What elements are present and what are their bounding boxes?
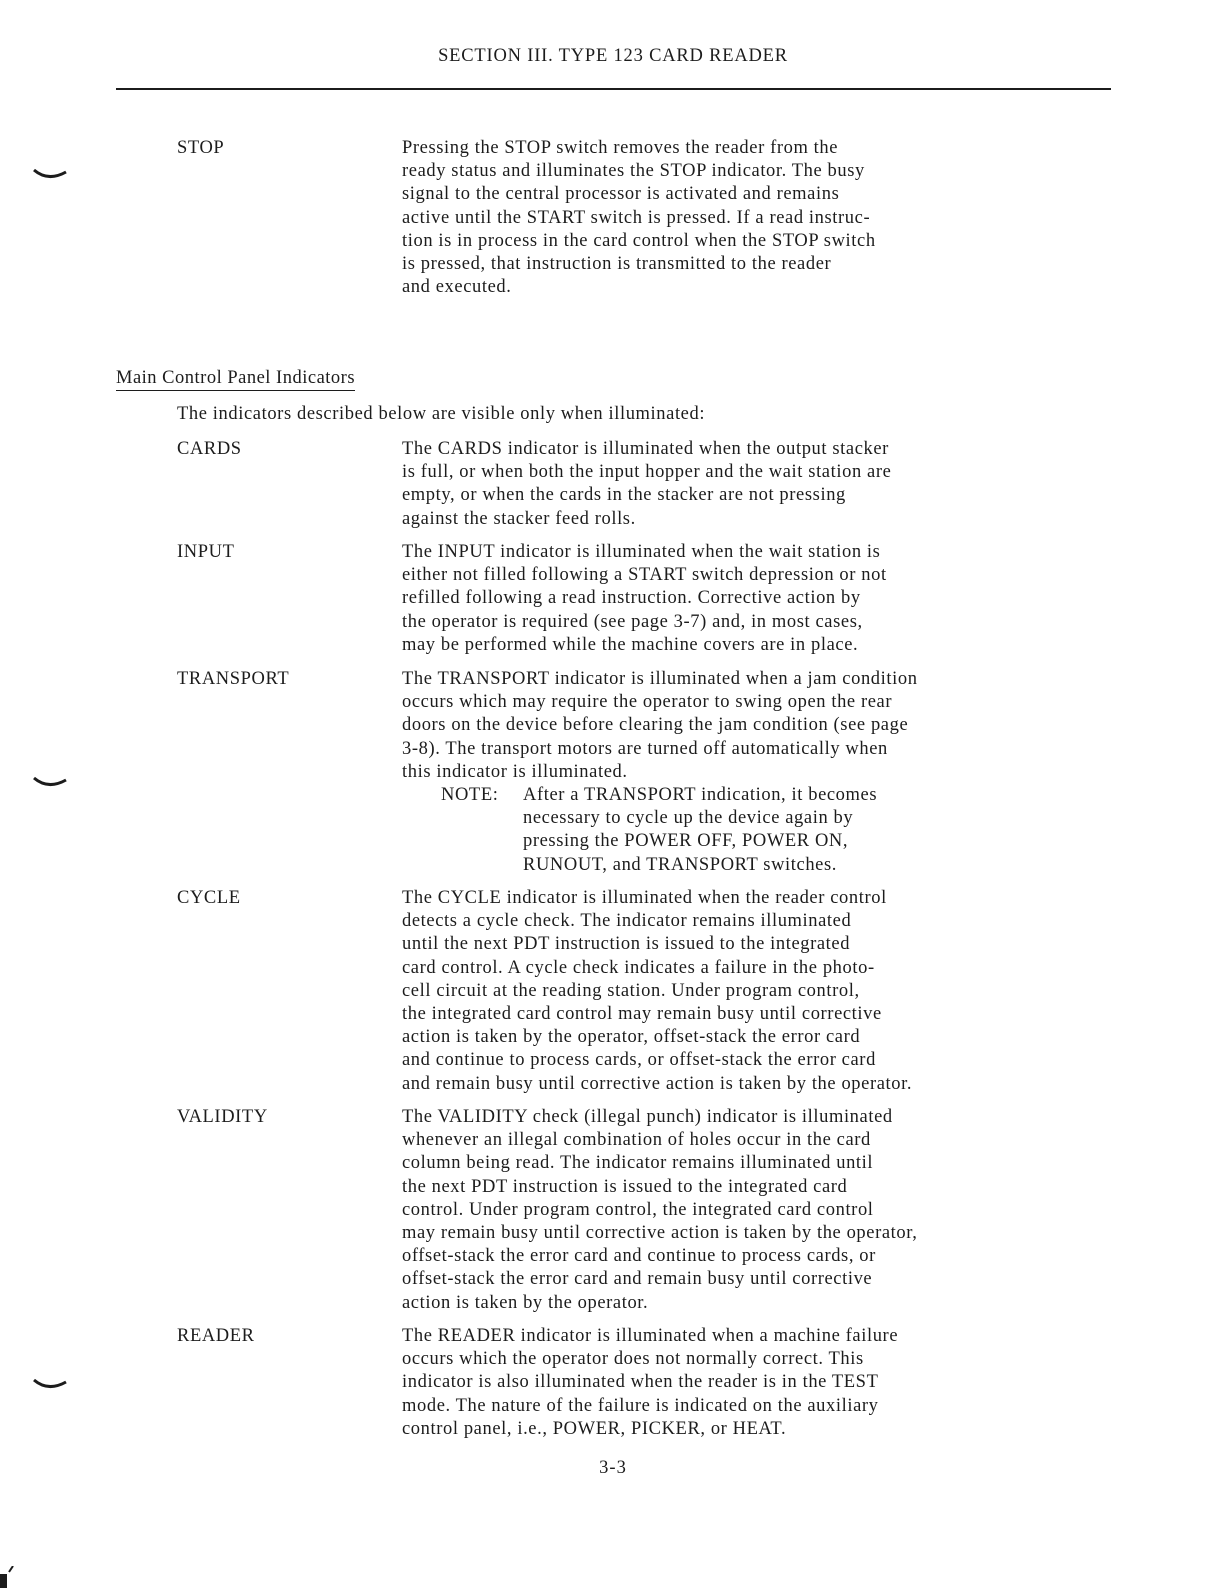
text-line: cell circuit at the reading station. Under program control,	[402, 980, 860, 1001]
text-line: column being read. The indicator remains illuminated until	[402, 1153, 874, 1174]
text-line: empty, or when the cards in the stacker are not pressing	[402, 485, 846, 506]
text-line: necessary to cycle up the device again by	[523, 808, 854, 829]
binder-mark-icon	[30, 770, 70, 794]
text-line: doors on the device before clearing the jam condition (see page	[402, 715, 909, 736]
text-line: whenever an illegal combination of holes occur in the card	[402, 1130, 871, 1151]
text-line: After a TRANSPORT indication, it becomes	[523, 785, 878, 805]
text-line: control panel, i.e., POWER, PICKER, or HEAT.	[402, 1418, 787, 1439]
text-line: until the next PDT instruction is issued to the integrated	[402, 934, 851, 955]
text-line: RUNOUT, and TRANSPORT switches.	[523, 854, 838, 875]
corner-mark-icon	[0, 1566, 20, 1588]
text-line: The CYCLE indicator is illuminated when the reader control	[402, 888, 887, 908]
text-line: the next PDT instruction is issued to the integrated card	[402, 1176, 848, 1197]
text-line: and continue to process cards, or offset-stack the error card	[402, 1050, 876, 1071]
text-line: offset-stack the error card and remain busy until corrective	[402, 1269, 873, 1290]
text-line: either not filled following a START switch depression or not	[402, 565, 887, 586]
transport-description	[402, 668, 1082, 784]
text-line: The CARDS indicator is illuminated when the output stacker	[402, 439, 889, 459]
binder-mark-icon	[30, 1372, 70, 1396]
text-line: action is taken by the operator, offset-stack the error card	[402, 1027, 861, 1048]
text-line: may be performed while the machine covers are in place.	[402, 634, 859, 655]
text-line: The READER indicator is illuminated when a machine failure	[402, 1326, 899, 1346]
text-line: against the stacker feed rolls.	[402, 508, 636, 529]
stop-label: STOP	[177, 138, 225, 158]
text-line: offset-stack the error card and continue to process cards, or	[402, 1246, 876, 1267]
text-line: mode. The nature of the failure is indicated on the auxiliary	[402, 1395, 879, 1416]
cards-label: CARDS	[177, 439, 242, 459]
text-line: 3-8). The transport motors are turned off automatically when	[402, 738, 888, 759]
text-line: the operator is required (see page 3-7) and, in most cases,	[402, 611, 863, 632]
section-intro: The indicators described below are visible only when illuminated:	[177, 404, 706, 424]
cycle-label: CYCLE	[177, 888, 241, 908]
text-line: active until the START switch is pressed. If a read instruc-	[402, 207, 871, 228]
reader-description	[402, 1325, 1082, 1441]
cycle-description	[402, 887, 1082, 1096]
validity-description	[402, 1106, 1082, 1315]
text-line: occurs which may require the operator to swing open the rear	[402, 692, 893, 713]
stop-description	[402, 137, 1082, 299]
section-heading: Main Control Panel Indicators	[116, 368, 355, 391]
validity-label: VALIDITY	[177, 1107, 268, 1127]
text-line: control. Under program control, the integrated card control	[402, 1199, 874, 1220]
text-line: and executed.	[402, 277, 512, 298]
text-line: The INPUT indicator is illuminated when the wait station is	[402, 542, 881, 562]
text-line: indicator is also illuminated when the reader is in the TEST	[402, 1372, 879, 1393]
text-line: is pressed, that instruction is transmitted to the reader	[402, 254, 832, 275]
text-line: The VALIDITY check (illegal punch) indicator is illuminated	[402, 1107, 893, 1127]
header-rule	[116, 88, 1111, 90]
transport-label: TRANSPORT	[177, 669, 290, 689]
input-label: INPUT	[177, 542, 235, 562]
page-header: SECTION III. TYPE 123 CARD READER	[438, 46, 788, 66]
text-line: The TRANSPORT indicator is illuminated when a jam condition	[402, 669, 918, 689]
text-line: occurs which the operator does not normally correct. This	[402, 1349, 864, 1370]
text-line: Pressing the STOP switch removes the reader from the	[402, 138, 839, 158]
text-line: tion is in process in the card control when the STOP switch	[402, 230, 876, 251]
text-line: the integrated card control may remain busy until corrective	[402, 1004, 882, 1025]
text-line: may remain busy until corrective action is taken by the operator,	[402, 1223, 918, 1244]
cards-description	[402, 438, 1082, 531]
page-number: 3-3	[599, 1458, 627, 1478]
text-line: signal to the central processor is activated and remains	[402, 184, 840, 205]
text-line: pressing the POWER OFF, POWER ON,	[523, 831, 849, 852]
text-line: detects a cycle check. The indicator remains illuminated	[402, 911, 852, 932]
note-body	[523, 784, 877, 877]
text-line: and remain busy until corrective action is taken by the operator.	[402, 1073, 913, 1094]
text-line: refilled following a read instruction. Corrective action by	[402, 588, 861, 609]
reader-label: READER	[177, 1326, 255, 1346]
text-line: card control. A cycle check indicates a failure in the photo-	[402, 957, 875, 978]
text-line: this indicator is illuminated.	[402, 761, 628, 782]
binder-mark-icon	[30, 160, 70, 184]
input-description	[402, 541, 1082, 657]
note-label: NOTE:	[441, 785, 499, 805]
text-line: action is taken by the operator.	[402, 1292, 649, 1313]
text-line: is full, or when both the input hopper and the wait station are	[402, 462, 892, 483]
text-line: ready status and illuminates the STOP indicator. The busy	[402, 161, 865, 182]
